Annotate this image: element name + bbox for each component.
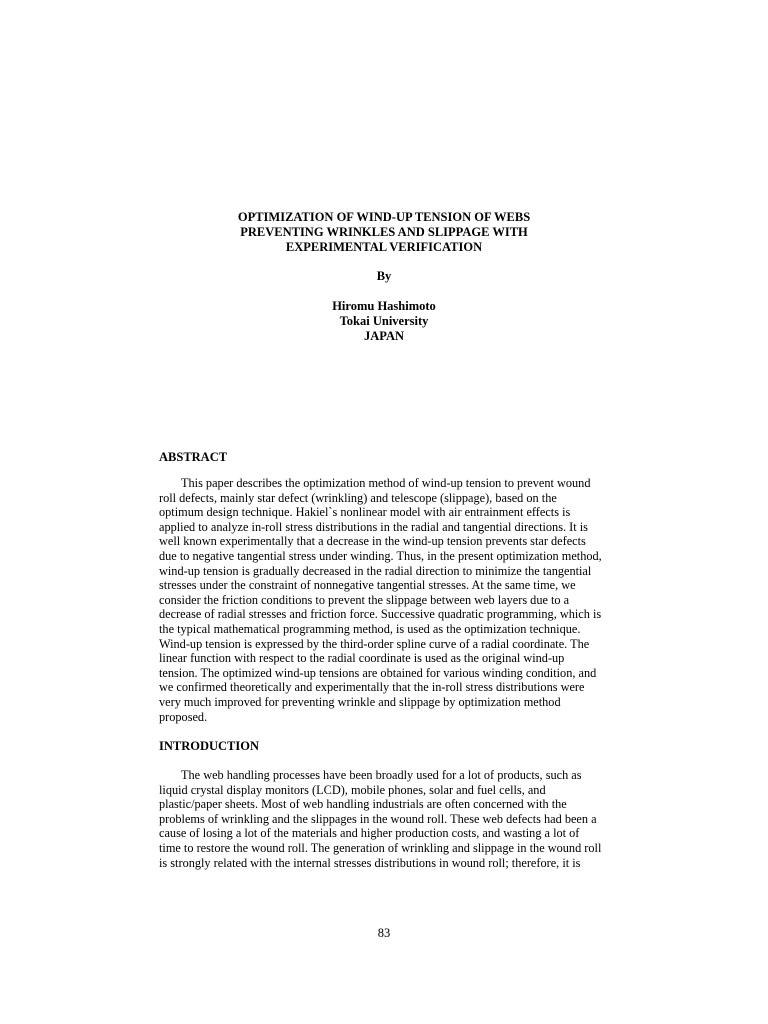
text-line: consider the friction conditions to prevent the slippage between web layers due to a — [159, 592, 570, 607]
abstract-heading: ABSTRACT — [159, 450, 228, 464]
introduction-heading: INTRODUCTION — [159, 739, 260, 753]
text-line: applied to analyze in-roll stress distributions in the radial and tangential directions. It is — [159, 519, 588, 534]
introduction-paragraph — [159, 768, 609, 870]
text-line: This paper describes the optimization method of wind-up tension to prevent wound — [181, 476, 591, 490]
text-line: time to restore the wound roll. The generation of wrinkling and slippage in the wound roll — [159, 840, 602, 855]
text-line: due to negative tangential stress under winding. Thus, in the present optimization method, — [159, 548, 602, 563]
text-line: The web handling processes have been broadly used for a lot of products, such as — [181, 768, 582, 782]
text-line: decrease of radial stresses and friction force. Successive quadratic programming, which is — [159, 607, 602, 622]
text-line: the typical mathematical programming method, is used as the optimization technique. — [159, 621, 581, 636]
text-line: Wind-up tension is expressed by the third-order spline curve of a radial coordinate. The — [159, 636, 590, 651]
text-line: well known experimentally that a decrease in the wind-up tension prevents star defects — [159, 534, 586, 549]
text-line: linear function with respect to the radial coordinate is used as the original wind-up — [159, 651, 565, 666]
text-line: is strongly related with the internal stresses distributions in wound roll; therefore, it is — [159, 855, 581, 870]
text-line: we confirmed theoretically and experimentally that the in-roll stress distributions were — [159, 680, 585, 695]
text-line: roll defects, mainly star defect (wrinkling) and telescope (slippage), based on the — [159, 490, 557, 505]
text-line: proposed. — [159, 709, 208, 724]
text-line: wind-up tension is gradually decreased in the radial direction to minimize the tangential — [159, 563, 592, 578]
author-country: JAPAN — [363, 329, 405, 343]
text-line: liquid crystal display monitors (LCD), mobile phones, solar and fuel cells, and — [159, 782, 546, 797]
title-line: OPTIMIZATION OF WIND-UP TENSION OF WEBS — [237, 210, 531, 224]
author-block — [0, 299, 768, 344]
byline: By — [376, 269, 392, 283]
abstract-paragraph — [159, 476, 609, 724]
text-line: optimum design technique. Hakiel`s nonlinear model with air entrainment effects is — [159, 505, 571, 520]
text-line: cause of losing a lot of the materials and higher production costs, and wasting a lot of — [159, 826, 580, 841]
text-line: very much improved for preventing wrinkle and slippage by optimization method — [159, 694, 561, 709]
title-line: EXPERIMENTAL VERIFICATION — [285, 240, 483, 254]
author-affiliation: Tokai University — [339, 314, 429, 328]
text-line: plastic/paper sheets. Most of web handling industrials are often concerned with the — [159, 797, 567, 812]
page-number: 83 — [377, 926, 391, 940]
text-line: tension. The optimized wind-up tensions are obtained for various winding condition, and — [159, 665, 597, 680]
title-line: PREVENTING WRINKLES AND SLIPPAGE WITH — [240, 225, 528, 239]
paper-title — [0, 210, 768, 255]
text-line: stresses under the constraint of nonnegative tangential stresses. At the same time, we — [159, 578, 576, 593]
text-line: problems of wrinkling and the slippages in the wound roll. These web defects had been a — [159, 811, 597, 826]
author-name: Hiromu Hashimoto — [332, 299, 436, 313]
